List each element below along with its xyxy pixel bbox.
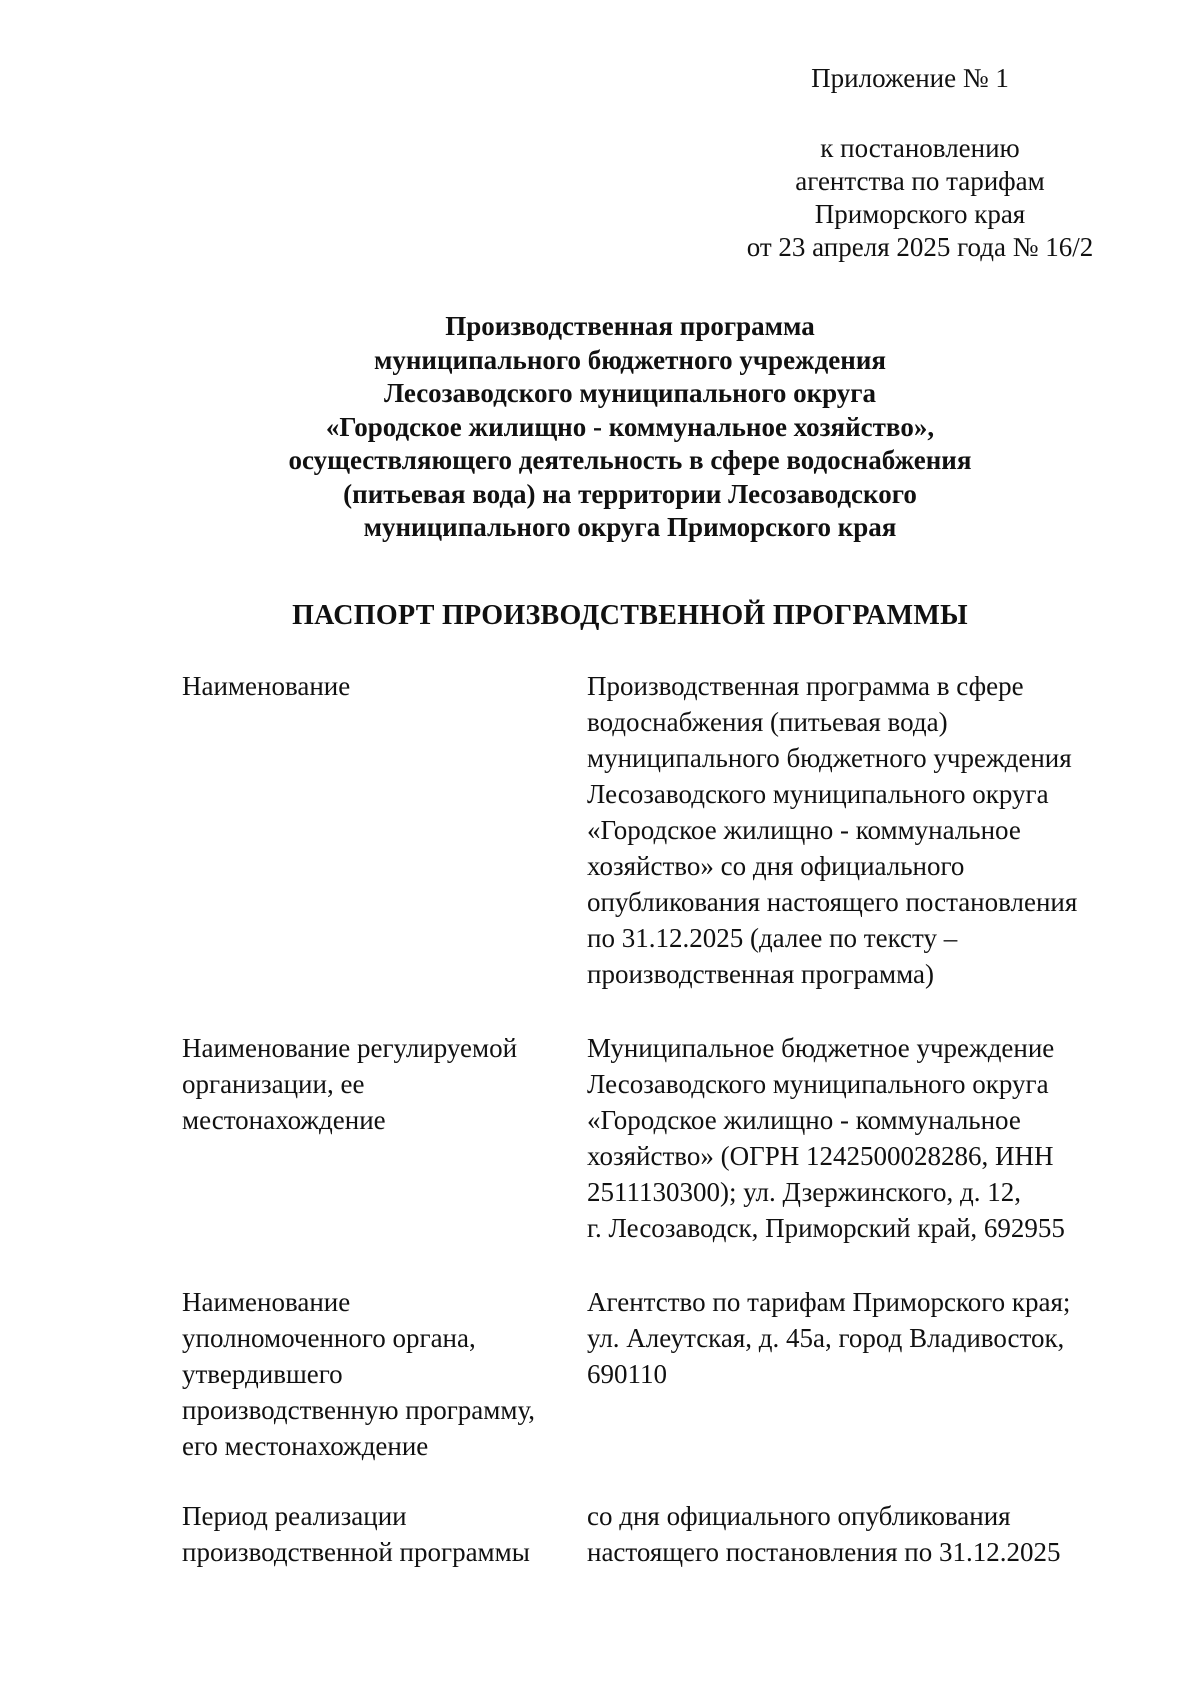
value-line: по 31.12.2025 (далее по тексту – <box>587 923 958 953</box>
value-line: Агентство по тарифам Приморского края; <box>587 1287 1071 1317</box>
value-line: хозяйство» (ОГРН 1242500028286, ИНН <box>587 1141 1054 1171</box>
value-line: водоснабжения (питьевая вода) <box>587 707 948 737</box>
label-line: производственной программы <box>182 1537 530 1567</box>
value-line: производственная программа) <box>587 959 934 989</box>
value-line: 2511130300); ул. Дзержинского, д. 12, <box>587 1177 1021 1207</box>
passport-row-value <box>587 1498 1117 1570</box>
value-line: 690110 <box>587 1359 667 1389</box>
label-line: организации, ее <box>182 1069 365 1099</box>
value-line: «Городское жилищно - коммунальное <box>587 815 1021 845</box>
title-line: осуществляющего деятельность в сфере водоснабжения <box>288 445 972 475</box>
title-line: (питьевая вода) на территории Лесозаводского <box>343 478 917 509</box>
passport-heading: ПАСПОРТ ПРОИЗВОДСТВЕННОЙ ПРОГРАММЫ <box>292 600 968 631</box>
passport-row-value <box>587 1284 1117 1392</box>
label-line: Период реализации <box>182 1501 407 1531</box>
value-line: ул. Алеутская, д. 45а, город Владивосток, <box>587 1323 1065 1353</box>
passport-row-value <box>587 668 1117 992</box>
value-line: хозяйство» со дня официального <box>587 851 965 881</box>
title-line: муниципального бюджетного учреждения <box>373 344 886 375</box>
title-line: Лесозаводского муниципального округа <box>383 378 877 408</box>
title-line: Производственная программа <box>445 311 815 341</box>
value-line: настоящего постановления по 31.12.2025 <box>587 1537 1061 1567</box>
value-line: Производственная программа в сфере <box>587 671 1024 701</box>
document-title <box>180 310 1080 545</box>
value-line: Лесозаводского муниципального округа <box>587 1069 1049 1099</box>
label-line: уполномоченного органа, <box>182 1323 476 1353</box>
label-line: Наименование регулируемой <box>182 1033 518 1063</box>
decree-reference <box>740 132 1100 264</box>
value-line: г. Лесозаводск, Приморский край, 692955 <box>587 1213 1065 1243</box>
label-line: производственную программу, <box>182 1395 535 1425</box>
value-line: Лесозаводского муниципального округа <box>587 779 1049 809</box>
decree-line: от 23 апреля 2025 года № 16/2 <box>746 232 1094 262</box>
value-line: Муниципальное бюджетное учреждение <box>587 1033 1055 1063</box>
passport-row-value <box>587 1030 1117 1246</box>
label-line: Наименование <box>182 671 351 701</box>
decree-line: агентства по тарифам <box>795 166 1045 196</box>
decree-line: Приморского края <box>814 199 1026 229</box>
value-line: опубликования настоящего постановления <box>587 887 1078 917</box>
passport-row-label <box>182 1284 577 1464</box>
label-line: его местонахождение <box>182 1431 429 1461</box>
title-line: муниципального округа Приморского края <box>363 512 897 542</box>
passport-row-label <box>182 1030 577 1138</box>
decree-line: к постановлению <box>820 133 1020 163</box>
value-line: «Городское жилищно - коммунальное <box>587 1105 1021 1135</box>
value-line: муниципального бюджетного учреждения <box>587 743 1072 773</box>
label-line: утвердившего <box>182 1359 343 1389</box>
title-line: «Городское жилищно - коммунальное хозяйство», <box>325 411 935 442</box>
passport-row-label <box>182 1498 577 1570</box>
value-line: со дня официального опубликования <box>587 1501 1011 1531</box>
appendix-number: Приложение № 1 <box>811 63 1009 93</box>
label-line: местонахождение <box>182 1105 386 1135</box>
label-line: Наименование <box>182 1287 351 1317</box>
passport-row-label <box>182 668 577 704</box>
